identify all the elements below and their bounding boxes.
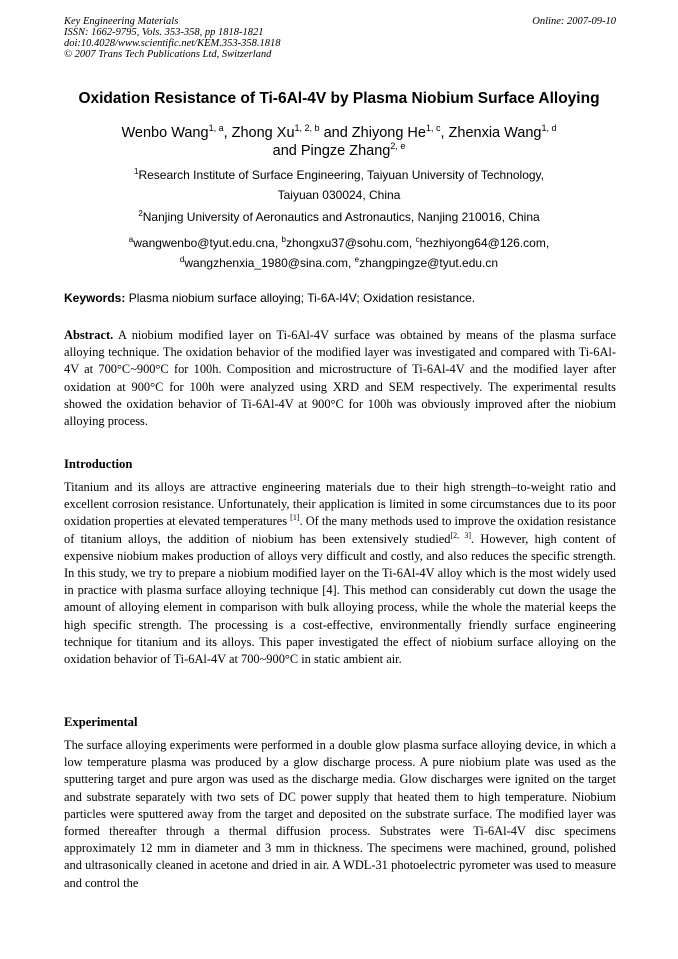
author-name: , Zhong Xu [223, 125, 295, 141]
affiliation-1 [40, 165, 638, 205]
affil-text: Nanjing University of Aeronautics and Astronautics, Nanjing 210016, China [142, 210, 540, 224]
affil-text: Research Institute of Surface Engineering, Taiyuan University of Technology, [138, 168, 544, 182]
email-mark: a [128, 235, 134, 244]
email-link[interactable]: hezhiyong64@126.com, [419, 236, 550, 250]
author-affil-mark: 1, d [541, 123, 557, 133]
author-name: and Zhiyong He [319, 125, 426, 141]
email-mark: b [281, 235, 286, 244]
experimental-text: The surface alloying experiments were performed in a double glow plasma surface alloying device, in which a low temperature plasma was produced by a glow discharge process. A pure niobium plate was used as the sputtering target and pure argon was used as the discharge media. Glow discharges were ignited on the target and substrate separately with two sets of DC power supply that heated them to high temperature. Niobium particles were sputtered away from the target and deposited on the substrate surface. The modified layer was formed thereafter through a thermal diffusion process. Substrates were Ti-6Al-4V disc specimens approximately 12 mm in diameter and 3 mm in thickness. The specimens were machined, ground, polished and ultrasonically cleaned in acetone and dried in air. A WDL-31 photoelectric pyrometer was used to measure and control the [64, 738, 616, 890]
email-link[interactable]: zhangpingze@tyut.edu.cn [359, 256, 499, 270]
affiliation-1-line-2: Taiyuan 030024, China [277, 188, 401, 202]
email-line-2 [40, 253, 638, 273]
intro-text-part: Titanium and its alloys are attractive engineering materials due to their high strength–to-weight ratio and excellent corrosion resistance. Unfortunately, their application is limited in some circumstances due to its poor oxidation properties at elevated temperatures [64, 480, 616, 529]
affiliation-2 [40, 207, 638, 227]
abstract [64, 327, 616, 430]
citation-ref[interactable]: [1] [290, 513, 300, 523]
keywords-text: Plasma niobium surface alloying; Ti-6A-l4V; Oxidation resistance. [125, 291, 476, 305]
introduction-text [64, 479, 616, 668]
paper-title: Oxidation Resistance of Ti-6Al-4V by Plasma Niobium Surface Alloying [78, 90, 600, 107]
email-link[interactable]: wangwenbo@tyut.edu.cna, [133, 236, 282, 250]
author-affil-mark: 1, c [425, 123, 441, 133]
author-name: , Zhenxia Wang [440, 125, 542, 141]
journal-name: Key Engineering Materials [64, 16, 179, 27]
abstract-text: A niobium modified layer on Ti-6Al-4V surface was obtained by means of the plasma surface alloying technique. The oxidation behavior of the modified layer was investigated and compared with Ti-6Al-4V at 700°C~900°C for 100h. Composition and microstructure of Ti-6Al-4V and the modified layer after oxidation at 900°C for 100h were analyzed using XRD and SEM respectively. The experimental results showed the oxidation behavior of Ti-6Al-4V at 900°C for 100h was obviously improved after the niobium alloying process. [64, 328, 616, 429]
issn-line: ISSN: 1662-9795, Vols. 353-358, pp 1818-1821 [64, 27, 264, 38]
affil-mark: 2 [138, 209, 143, 218]
author-emails [40, 233, 638, 273]
online-date: Online: 2007-09-10 [532, 16, 616, 27]
author-affil-mark: 1, a [208, 123, 224, 133]
email-mark: c [415, 235, 420, 244]
keywords-label: Keywords: [64, 291, 126, 305]
doi-line: doi:10.4028/www.scientific.net/KEM.353-358.1818 [64, 38, 281, 49]
affil-mark: 1 [133, 167, 139, 176]
journal-header [64, 16, 616, 60]
introduction-heading: Introduction [64, 457, 133, 471]
author-affil-mark: 1, 2, b [294, 123, 320, 133]
email-link[interactable]: wangzhenxia_1980@sina.com, [184, 256, 355, 270]
email-mark: e [354, 255, 360, 264]
citation-ref[interactable]: [2, 3] [450, 530, 471, 540]
abstract-label: Abstract. [64, 328, 114, 342]
author-name: and Pingze Zhang [272, 143, 391, 159]
intro-text-part: . However, high content of expensive niobium makes production of alloys very difficult and costly, and also reduces the specific strength. In this study, we try to prepare a niobium modified layer on the Ti-6Al-4V alloy which is the most widely used in practice with plasma surface alloying technique [4]. This method can considerably cut down the usage the amount of alloying element in comparison with bulk alloying process, while the whole the material keeps the high specific strength. The processing is a cost-effective, environmentally friendly surface engineering technique for titanium and its alloys. This paper investigated the effect of niobium surface alloying on the oxidation behavior of Ti-6Al-4V at 700~900°C in static ambient air. [64, 531, 617, 667]
copyright-line: © 2007 Trans Tech Publications Ltd, Switzerland [64, 49, 272, 60]
email-line-1 [40, 233, 638, 253]
author-affil-mark: 2, e [390, 141, 406, 151]
email-link[interactable]: zhongxu37@sohu.com, [285, 236, 416, 250]
author-line-1 [40, 124, 638, 142]
intro-text-part: . Of the many methods used to improve the oxidation resistance of titanium alloys, the addition of niobium has been extensively studied [64, 514, 616, 546]
email-mark: d [179, 255, 185, 264]
author-line-2 [40, 142, 638, 160]
author-name: Wenbo Wang [121, 125, 209, 141]
experimental-heading: Experimental [64, 715, 138, 729]
author-list [40, 124, 638, 160]
affiliation-1-line-1 [40, 165, 638, 185]
keywords [64, 290, 616, 306]
